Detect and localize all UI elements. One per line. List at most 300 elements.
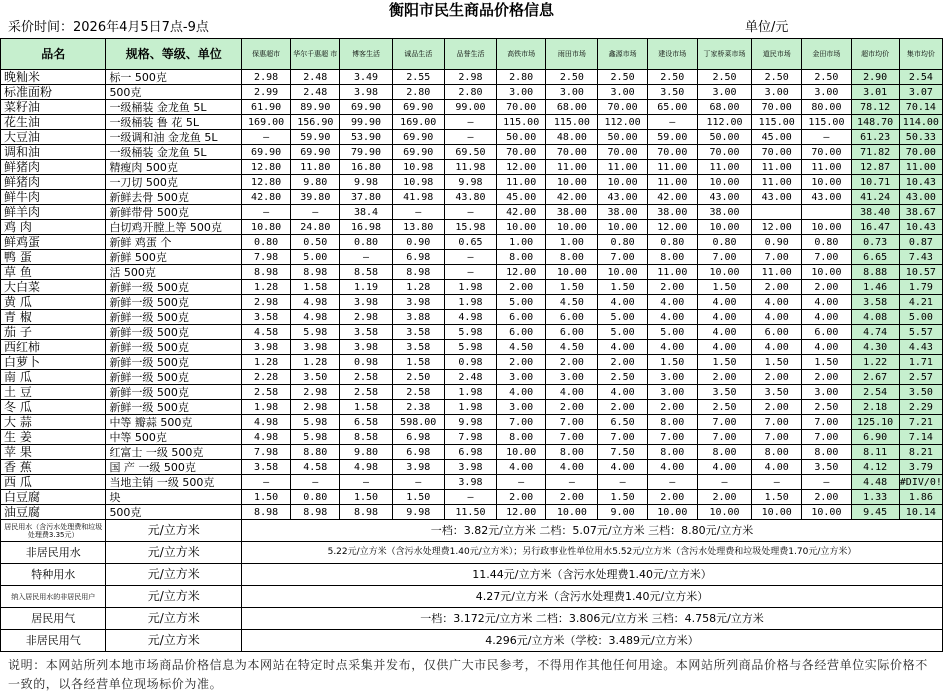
- product-name: 大豆油: [1, 130, 106, 145]
- price-cell: 1.28: [242, 280, 291, 295]
- price-cell: 10.00: [598, 265, 647, 280]
- column-header: 超市均价: [851, 39, 899, 70]
- price-cell: 65.00: [647, 100, 697, 115]
- average-price: 10.43: [899, 175, 942, 190]
- average-price: 70.00: [899, 145, 942, 160]
- average-price: 61.23: [851, 130, 899, 145]
- price-cell: 4.98: [291, 310, 340, 325]
- product-name: 香 蕉: [1, 460, 106, 475]
- price-cell: 3.00: [497, 400, 546, 415]
- product-name: 南 瓜: [1, 370, 106, 385]
- price-cell: 7.00: [752, 250, 802, 265]
- average-price: 2.18: [851, 400, 899, 415]
- price-cell: 2.00: [598, 400, 647, 415]
- table-row: [1, 490, 943, 505]
- average-price: 3.79: [899, 460, 942, 475]
- price-cell: 0.98: [444, 355, 496, 370]
- price-cell: 0.90: [392, 235, 444, 250]
- product-name: 晚籼米: [1, 70, 106, 85]
- product-spec: 新鲜一级 500克: [106, 280, 242, 295]
- price-cell: 13.80: [392, 220, 444, 235]
- price-cell: 8.00: [647, 445, 697, 460]
- table-row: [1, 355, 943, 370]
- price-cell: 70.00: [497, 100, 546, 115]
- price-cell: 15.98: [444, 220, 496, 235]
- price-cell: 6.58: [340, 415, 392, 430]
- price-cell: 3.50: [802, 460, 851, 475]
- price-cell: 3.58: [392, 340, 444, 355]
- average-price: 4.08: [851, 310, 899, 325]
- price-cell: 3.50: [752, 385, 802, 400]
- price-cell: 2.50: [697, 70, 751, 85]
- price-cell: 69.50: [444, 145, 496, 160]
- product-name: 大 蒜: [1, 415, 106, 430]
- price-cell: 2.00: [598, 355, 647, 370]
- price-cell: 10.00: [546, 505, 598, 520]
- price-cell: 7.00: [546, 415, 598, 430]
- price-cell: 8.00: [647, 250, 697, 265]
- price-cell: 38.4: [340, 205, 392, 220]
- price-cell: 2.80: [444, 85, 496, 100]
- disclaimer-note: 说明：本网站所列本地市场商品价格信息为本网站在特定时点采集并发布，仅供广大市民参考，不得用作其他任何用途。本网站所列商品价格与各经营单位实际价格不一致的，以各经营单位现场标价为准。: [8, 658, 928, 691]
- average-price: 6.90: [851, 430, 899, 445]
- price-cell: 11.00: [598, 160, 647, 175]
- average-price: 4.48: [851, 475, 899, 490]
- price-cell: 69.90: [392, 145, 444, 160]
- price-cell: 3.58: [242, 460, 291, 475]
- price-cell: 53.90: [340, 130, 392, 145]
- price-cell: 7.00: [697, 415, 751, 430]
- product-spec: 500克: [106, 85, 242, 100]
- price-cell: 3.58: [340, 325, 392, 340]
- average-price: 3.58: [851, 295, 899, 310]
- price-cell: 3.50: [697, 385, 751, 400]
- average-price: 114.00: [899, 115, 942, 130]
- price-cell: 5.98: [291, 415, 340, 430]
- product-name: 调和油: [1, 145, 106, 160]
- product-name: 鲜猪肉: [1, 160, 106, 175]
- average-price: 12.87: [851, 160, 899, 175]
- price-cell: 7.00: [802, 430, 851, 445]
- table-row: [1, 250, 943, 265]
- utility-row: [1, 586, 943, 608]
- column-header: 建设市场: [647, 39, 697, 70]
- price-cell: 0.80: [242, 235, 291, 250]
- price-cell: 11.00: [752, 175, 802, 190]
- price-cell: 9.00: [598, 505, 647, 520]
- product-spec: 当地主销 一级 500克: [106, 475, 242, 490]
- price-cell: —: [242, 130, 291, 145]
- price-cell: 2.00: [697, 490, 751, 505]
- price-cell: 4.00: [752, 310, 802, 325]
- price-cell: 10.00: [802, 505, 851, 520]
- product-name: 白豆腐: [1, 490, 106, 505]
- product-name: 生 姜: [1, 430, 106, 445]
- product-spec: 一刀切 500克: [106, 175, 242, 190]
- table-row: [1, 145, 943, 160]
- price-cell: 7.00: [752, 415, 802, 430]
- price-cell: 5.98: [444, 325, 496, 340]
- average-price: 1.79: [899, 280, 942, 295]
- average-price: 10.57: [899, 265, 942, 280]
- price-cell: 59.90: [291, 130, 340, 145]
- average-price: 11.00: [899, 160, 942, 175]
- average-price: 4.43: [899, 340, 942, 355]
- average-price: 16.47: [851, 220, 899, 235]
- price-cell: 2.00: [752, 400, 802, 415]
- price-cell: 9.98: [392, 505, 444, 520]
- price-cell: 1.50: [242, 490, 291, 505]
- price-cell: 1.50: [340, 490, 392, 505]
- price-cell: [802, 205, 851, 220]
- price-cell: 38.00: [546, 205, 598, 220]
- price-cell: 0.80: [340, 235, 392, 250]
- price-cell: 1.50: [598, 490, 647, 505]
- product-spec: 白切鸡开膛上等 500克: [106, 220, 242, 235]
- product-name: 土 豆: [1, 385, 106, 400]
- price-cell: 8.80: [291, 445, 340, 460]
- price-cell: 1.50: [697, 355, 751, 370]
- price-cell: 7.98: [242, 445, 291, 460]
- product-spec: 活 500克: [106, 265, 242, 280]
- table-row: [1, 505, 943, 520]
- price-cell: 4.00: [802, 295, 851, 310]
- price-cell: 8.00: [546, 250, 598, 265]
- price-cell: —: [802, 130, 851, 145]
- price-cell: 4.50: [497, 340, 546, 355]
- product-spec: 红富士 一级 500克: [106, 445, 242, 460]
- utility-row: [1, 608, 943, 630]
- price-cell: 6.00: [546, 310, 598, 325]
- price-cell: 4.00: [697, 310, 751, 325]
- price-cell: 12.00: [647, 220, 697, 235]
- average-price: 8.88: [851, 265, 899, 280]
- average-price: 3.01: [851, 85, 899, 100]
- price-cell: 2.50: [598, 370, 647, 385]
- table-row: [1, 85, 943, 100]
- price-cell: 38.00: [647, 205, 697, 220]
- price-cell: 0.80: [647, 235, 697, 250]
- price-cell: 115.00: [497, 115, 546, 130]
- price-cell: 2.00: [546, 400, 598, 415]
- price-cell: —: [444, 250, 496, 265]
- price-cell: 11.00: [802, 160, 851, 175]
- average-price: 71.82: [851, 145, 899, 160]
- product-name: 鸭 蛋: [1, 250, 106, 265]
- table-row: [1, 235, 943, 250]
- product-spec: 新鲜一级 500克: [106, 370, 242, 385]
- average-price: 8.11: [851, 445, 899, 460]
- price-cell: 3.00: [752, 85, 802, 100]
- price-cell: 10.00: [546, 175, 598, 190]
- utility-name: 纳入居民用水的非居民用户: [1, 586, 106, 608]
- price-cell: —: [647, 475, 697, 490]
- product-spec: 新鲜一级 500克: [106, 325, 242, 340]
- product-name: 白萝卜: [1, 355, 106, 370]
- price-cell: 4.98: [291, 295, 340, 310]
- utility-name: 非居民用水: [1, 542, 106, 564]
- table-row: [1, 415, 943, 430]
- price-cell: 4.00: [752, 295, 802, 310]
- utility-price-info: 5.22元/立方米（含污水处理费1.40元/立方米）；另行政事业性单位用水5.52元/立方米（含污水处理费和垃圾处理费1.70元/立方米）: [242, 542, 943, 564]
- price-cell: —: [752, 475, 802, 490]
- table-row: [1, 175, 943, 190]
- price-cell: 2.50: [647, 70, 697, 85]
- price-cell: 2.00: [802, 490, 851, 505]
- price-cell: 3.00: [497, 85, 546, 100]
- average-price: 0.73: [851, 235, 899, 250]
- average-price: 3.07: [899, 85, 942, 100]
- price-cell: —: [444, 265, 496, 280]
- price-cell: 4.00: [697, 340, 751, 355]
- price-cell: 45.00: [752, 130, 802, 145]
- price-cell: 3.98: [340, 85, 392, 100]
- price-cell: 70.00: [598, 100, 647, 115]
- table-row: [1, 475, 943, 490]
- price-cell: 2.00: [497, 355, 546, 370]
- price-cell: 5.98: [291, 325, 340, 340]
- price-cell: 4.00: [598, 340, 647, 355]
- price-cell: 4.00: [802, 340, 851, 355]
- price-cell: 8.98: [242, 505, 291, 520]
- product-spec: 500克: [106, 505, 242, 520]
- price-cell: 43.00: [752, 190, 802, 205]
- price-cell: 5.98: [291, 430, 340, 445]
- price-cell: 3.98: [444, 475, 496, 490]
- price-cell: 9.98: [444, 415, 496, 430]
- price-cell: 7.00: [697, 250, 751, 265]
- price-cell: 45.00: [497, 190, 546, 205]
- average-price: 1.71: [899, 355, 942, 370]
- price-cell: 5.00: [291, 250, 340, 265]
- price-cell: 10.00: [697, 265, 751, 280]
- price-cell: 7.00: [752, 430, 802, 445]
- price-cell: 2.00: [647, 400, 697, 415]
- price-cell: 69.90: [392, 130, 444, 145]
- price-cell: 8.00: [647, 415, 697, 430]
- price-cell: 6.00: [497, 310, 546, 325]
- product-name: 大白菜: [1, 280, 106, 295]
- price-cell: 68.00: [697, 100, 751, 115]
- price-cell: 6.00: [802, 325, 851, 340]
- price-cell: 8.98: [242, 265, 291, 280]
- price-cell: 2.00: [497, 490, 546, 505]
- price-cell: 4.00: [752, 460, 802, 475]
- table-row: [1, 295, 943, 310]
- price-cell: 70.00: [598, 145, 647, 160]
- average-price: 2.29: [899, 400, 942, 415]
- average-price: 2.54: [851, 385, 899, 400]
- price-cell: —: [340, 250, 392, 265]
- column-header: 金田市场: [802, 39, 851, 70]
- price-cell: 10.00: [497, 220, 546, 235]
- utility-unit: 元/立方米: [106, 586, 242, 608]
- price-cell: 1.98: [444, 280, 496, 295]
- price-cell: 8.00: [497, 250, 546, 265]
- price-cell: 4.00: [802, 310, 851, 325]
- price-cell: 11.00: [647, 160, 697, 175]
- price-cell: 3.00: [546, 370, 598, 385]
- price-cell: 3.50: [647, 85, 697, 100]
- utility-unit: 元/立方米: [106, 564, 242, 586]
- utility-row: [1, 564, 943, 586]
- price-cell: 11.00: [647, 265, 697, 280]
- price-cell: 3.00: [802, 85, 851, 100]
- average-price: 3.50: [899, 385, 942, 400]
- price-cell: 3.00: [497, 370, 546, 385]
- price-cell: 10.00: [598, 175, 647, 190]
- product-spec: 标一 500克: [106, 70, 242, 85]
- price-cell: 99.90: [340, 115, 392, 130]
- price-cell: 42.00: [546, 190, 598, 205]
- price-cell: 9.80: [340, 445, 392, 460]
- price-cell: 1.00: [497, 235, 546, 250]
- utility-unit: 元/立方米: [106, 542, 242, 564]
- price-cell: 1.50: [802, 355, 851, 370]
- product-name: 油豆腐: [1, 505, 106, 520]
- price-cell: 12.80: [242, 175, 291, 190]
- price-cell: 12.00: [497, 265, 546, 280]
- price-cell: 3.88: [392, 310, 444, 325]
- product-spec: 中等 瓣蒜 500克: [106, 415, 242, 430]
- price-cell: 11.00: [546, 160, 598, 175]
- price-cell: 7.00: [598, 430, 647, 445]
- price-cell: 2.98: [444, 70, 496, 85]
- utility-price-info: 4.27元/立方米（含污水处理费1.40元/立方米）: [242, 586, 943, 608]
- price-cell: 0.65: [444, 235, 496, 250]
- price-cell: 3.98: [242, 340, 291, 355]
- column-header: 诚品生活: [392, 39, 444, 70]
- price-cell: 4.00: [697, 325, 751, 340]
- average-price: 4.21: [899, 295, 942, 310]
- table-row: [1, 70, 943, 85]
- price-cell: 1.50: [546, 280, 598, 295]
- average-price: 2.90: [851, 70, 899, 85]
- price-cell: 4.00: [697, 295, 751, 310]
- average-price: 70.14: [899, 100, 942, 115]
- price-cell: 2.50: [752, 70, 802, 85]
- price-cell: 4.00: [697, 460, 751, 475]
- product-spec: 国 产 一级 500克: [106, 460, 242, 475]
- average-price: 50.33: [899, 130, 942, 145]
- price-cell: 8.00: [752, 445, 802, 460]
- price-cell: 59.00: [647, 130, 697, 145]
- price-cell: 79.90: [340, 145, 392, 160]
- average-price: 2.67: [851, 370, 899, 385]
- price-cell: 2.58: [340, 385, 392, 400]
- price-cell: 1.50: [752, 490, 802, 505]
- table-row: [1, 400, 943, 415]
- price-cell: 7.00: [546, 430, 598, 445]
- price-cell: 10.00: [697, 220, 751, 235]
- average-price: 1.86: [899, 490, 942, 505]
- price-cell: 2.58: [242, 385, 291, 400]
- price-cell: —: [647, 115, 697, 130]
- utility-name: 居民用水（含污水处理费和垃圾处理费3.35元）: [1, 520, 106, 542]
- table-row: [1, 430, 943, 445]
- price-cell: 2.50: [392, 370, 444, 385]
- utility-name: 特种用水: [1, 564, 106, 586]
- column-header: 华尔千惠超 市: [291, 39, 340, 70]
- column-header: 博客生活: [340, 39, 392, 70]
- price-cell: 1.28: [242, 355, 291, 370]
- price-cell: 2.48: [444, 370, 496, 385]
- average-price: 43.00: [899, 190, 942, 205]
- price-cell: 37.80: [340, 190, 392, 205]
- product-name: 鲜牛肉: [1, 190, 106, 205]
- product-name: 茄 子: [1, 325, 106, 340]
- price-cell: 4.00: [647, 340, 697, 355]
- price-cell: 169.00: [242, 115, 291, 130]
- price-cell: 9.98: [340, 175, 392, 190]
- price-cell: 1.00: [546, 235, 598, 250]
- price-cell: 10.98: [392, 175, 444, 190]
- price-cell: 2.50: [697, 400, 751, 415]
- price-cell: 3.00: [647, 385, 697, 400]
- price-cell: 2.98: [291, 400, 340, 415]
- price-cell: 16.80: [340, 160, 392, 175]
- product-name: 草 鱼: [1, 265, 106, 280]
- price-cell: 2.98: [340, 310, 392, 325]
- average-price: 1.46: [851, 280, 899, 295]
- price-cell: 8.98: [291, 505, 340, 520]
- price-cell: —: [802, 475, 851, 490]
- price-cell: 598.00: [392, 415, 444, 430]
- price-cell: 6.50: [598, 415, 647, 430]
- price-cell: —: [291, 205, 340, 220]
- price-cell: 2.98: [242, 70, 291, 85]
- price-cell: 169.00: [392, 115, 444, 130]
- utility-unit: 元/立方米: [106, 630, 242, 652]
- product-name: 西红柿: [1, 340, 106, 355]
- price-cell: 115.00: [546, 115, 598, 130]
- average-price: 7.21: [899, 415, 942, 430]
- product-name: 苹 果: [1, 445, 106, 460]
- price-cell: 69.90: [340, 100, 392, 115]
- price-cell: 4.00: [497, 460, 546, 475]
- price-cell: 50.00: [697, 130, 751, 145]
- price-cell: 156.90: [291, 115, 340, 130]
- average-price: 6.65: [851, 250, 899, 265]
- average-price: 4.74: [851, 325, 899, 340]
- price-cell: 6.00: [546, 325, 598, 340]
- price-cell: 1.98: [444, 385, 496, 400]
- price-cell: 4.00: [546, 460, 598, 475]
- average-price: 41.24: [851, 190, 899, 205]
- price-cell: 10.98: [392, 160, 444, 175]
- price-cell: 1.19: [340, 280, 392, 295]
- price-cell: 16.98: [340, 220, 392, 235]
- price-cell: 70.00: [752, 100, 802, 115]
- price-cell: 2.80: [497, 70, 546, 85]
- price-cell: 8.98: [392, 265, 444, 280]
- price-cell: —: [392, 205, 444, 220]
- product-spec: 一级调和油 金龙鱼 5L: [106, 130, 242, 145]
- price-cell: 1.50: [647, 355, 697, 370]
- price-cell: —: [444, 130, 496, 145]
- price-cell: 11.80: [291, 160, 340, 175]
- average-price: 10.43: [899, 220, 942, 235]
- average-price: 5.57: [899, 325, 942, 340]
- price-cell: —: [340, 475, 392, 490]
- average-price: 10.14: [899, 505, 942, 520]
- average-price: 1.22: [851, 355, 899, 370]
- average-price: 38.40: [851, 205, 899, 220]
- price-cell: 1.50: [697, 280, 751, 295]
- price-cell: 2.99: [242, 85, 291, 100]
- price-cell: 3.98: [291, 340, 340, 355]
- price-cell: 42.00: [497, 205, 546, 220]
